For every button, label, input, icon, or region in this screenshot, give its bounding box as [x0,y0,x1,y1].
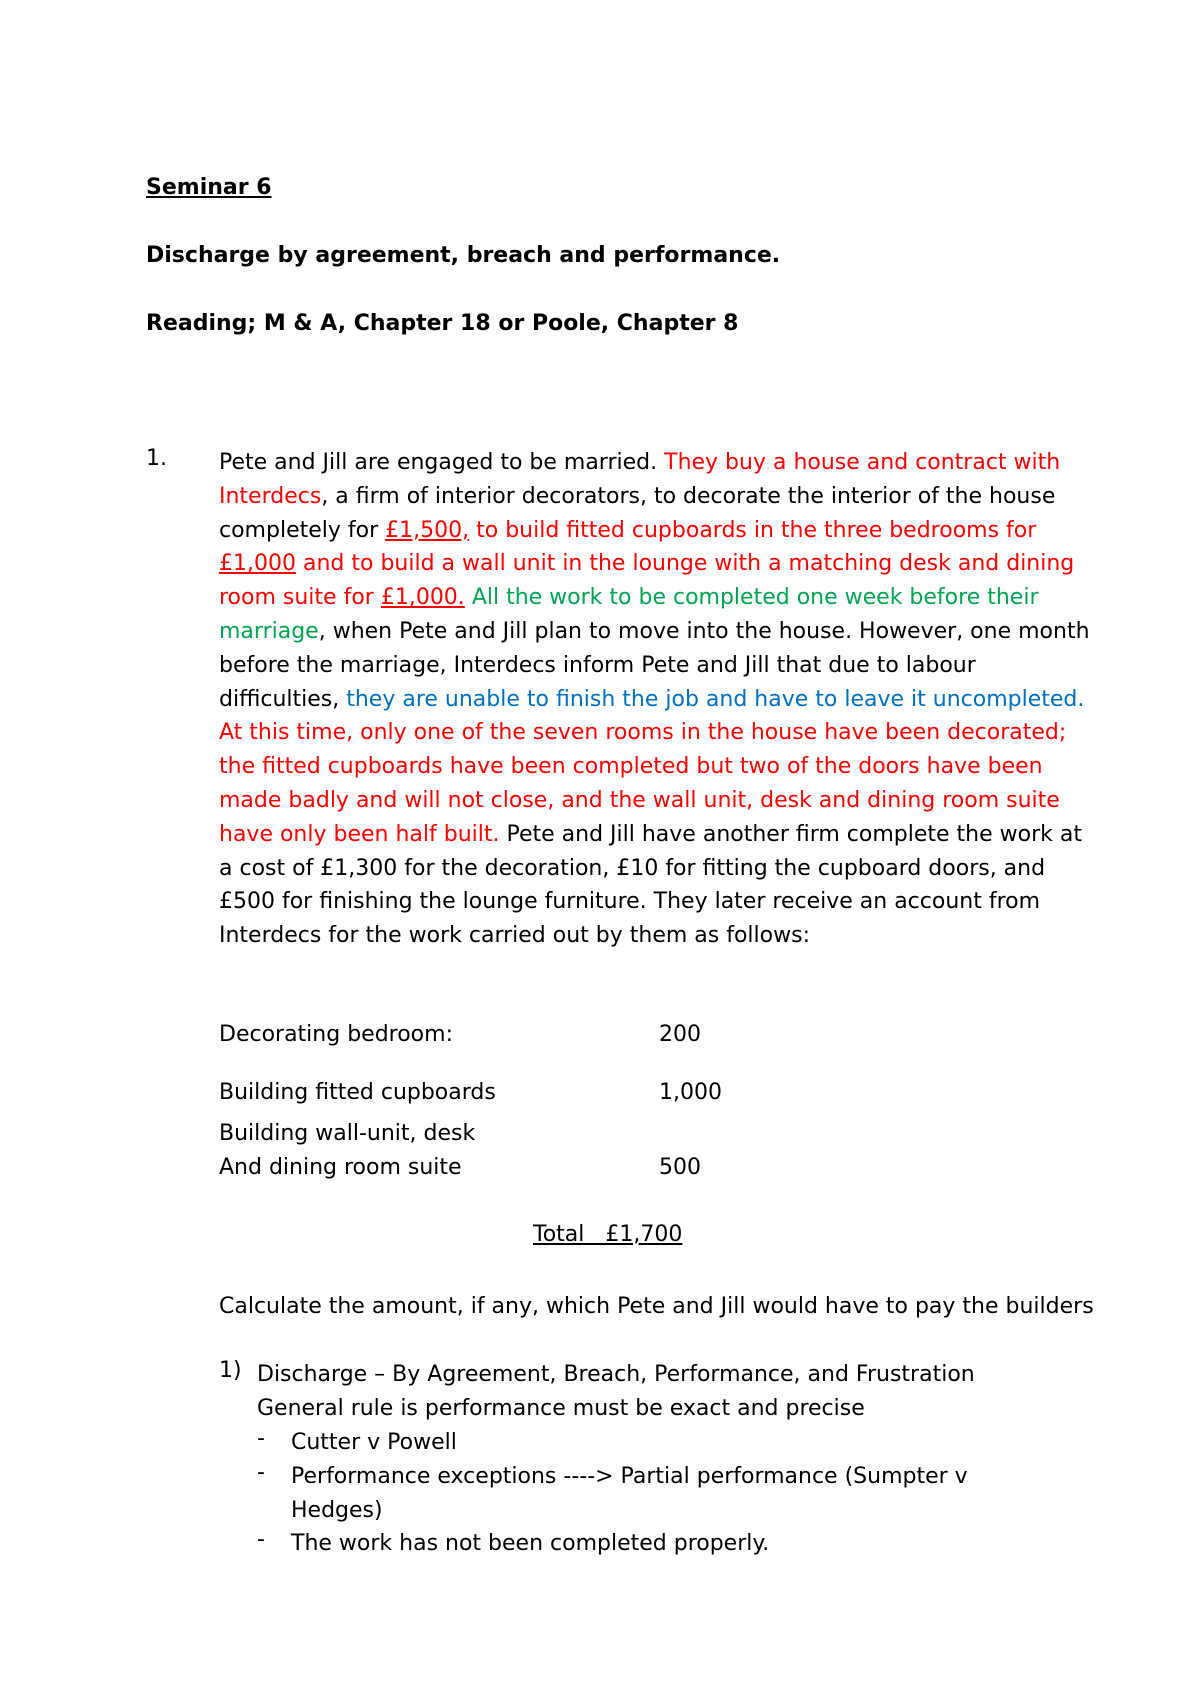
question-number: 1. [146,446,167,471]
account-label-cupboards: Building fitted cupboards [219,1080,496,1105]
q-seg-7: £1,000. [380,585,465,611]
notes-number: 1) [219,1358,242,1383]
account-value-decorating: 200 [659,1022,701,1047]
account-label-dining-suite: And dining room suite [219,1155,462,1180]
bullet-work-not-completed: The work has not been completed properly. [291,1531,770,1556]
question-paragraph [219,446,1099,953]
notes-line-general-rule: General rule is performance must be exact and precise [257,1395,865,1421]
q-seg-10: , when Pete and Jill plan to move into the house. However, one month before the marriage, Interdecs inform Pete and Jill that due to labour difficulties, [219,618,1090,712]
bullet-cutter-v-powell: Cutter v Powell [291,1430,457,1455]
notes-heading [257,1358,1117,1426]
q-seg-6: and to build a wall unit in the lounge with a matching desk and dining room suite for [219,551,1075,611]
notes-line-discharge: Discharge – By Agreement, Breach, Performance, and Frustration [257,1362,975,1387]
bullet-dash: - [257,1426,265,1451]
bullet-performance-exceptions: Performance exceptions ----> Partial performance (Sumpter v Hedges) [291,1464,968,1523]
account-value-wall-unit: 500 [659,1155,701,1180]
reading-list: Reading; M & A, Chapter 18 or Poole, Chapter 8 [146,311,739,336]
q-seg-9: All the work to be completed one week before their marriage [219,585,1039,644]
q-seg-13: At this time, only one of the seven rooms in the house have been decorated; the fitted cupboards have been completed but two of the doors have been made badly and will not close, and the wall unit, desk and dining room suite have only been half built. [219,720,1067,847]
q-seg-8 [465,585,472,610]
seminar-subtitle: Discharge by agreement, breach and performance. [146,243,781,268]
account-value-cupboards: 1,000 [659,1080,722,1105]
q-seg-14: Pete and Jill have another firm complete the work at a cost of £1,300 for the decoration, £10 for fitting the cupboard doors, and £500 for finishing the lounge furniture. They later receive an account from Interdecs for the work carried out by them as follows: [219,821,1082,949]
q-seg-3: £1,500, [385,517,470,543]
q-seg-5: £1,000 [219,551,296,577]
account-total: Total £1,700 [533,1222,683,1247]
account-label-decorating: Decorating bedroom: [219,1022,453,1047]
bullet-dash: - [257,1460,265,1485]
calculate-instruction: Calculate the amount, if any, which Pete and Jill would have to pay the builders [219,1294,1094,1319]
bullet-dash: - [257,1527,265,1552]
q-seg-4: to build fitted cupboards in the three bedrooms for [469,517,1037,543]
q-seg-2: , a firm of interior decorators, to decorate the interior of the house completely for [219,483,1056,543]
account-label-wall-unit: Building wall-unit, desk [219,1121,476,1146]
q-seg-0: Pete and Jill are engaged to be married. [219,450,665,475]
q-seg-1: They buy a house and contract with Interdecs [219,450,1061,509]
q-seg-11: they are unable to finish the job and have to leave it uncompleted. [346,686,1085,712]
seminar-title: Seminar 6 [146,175,272,200]
